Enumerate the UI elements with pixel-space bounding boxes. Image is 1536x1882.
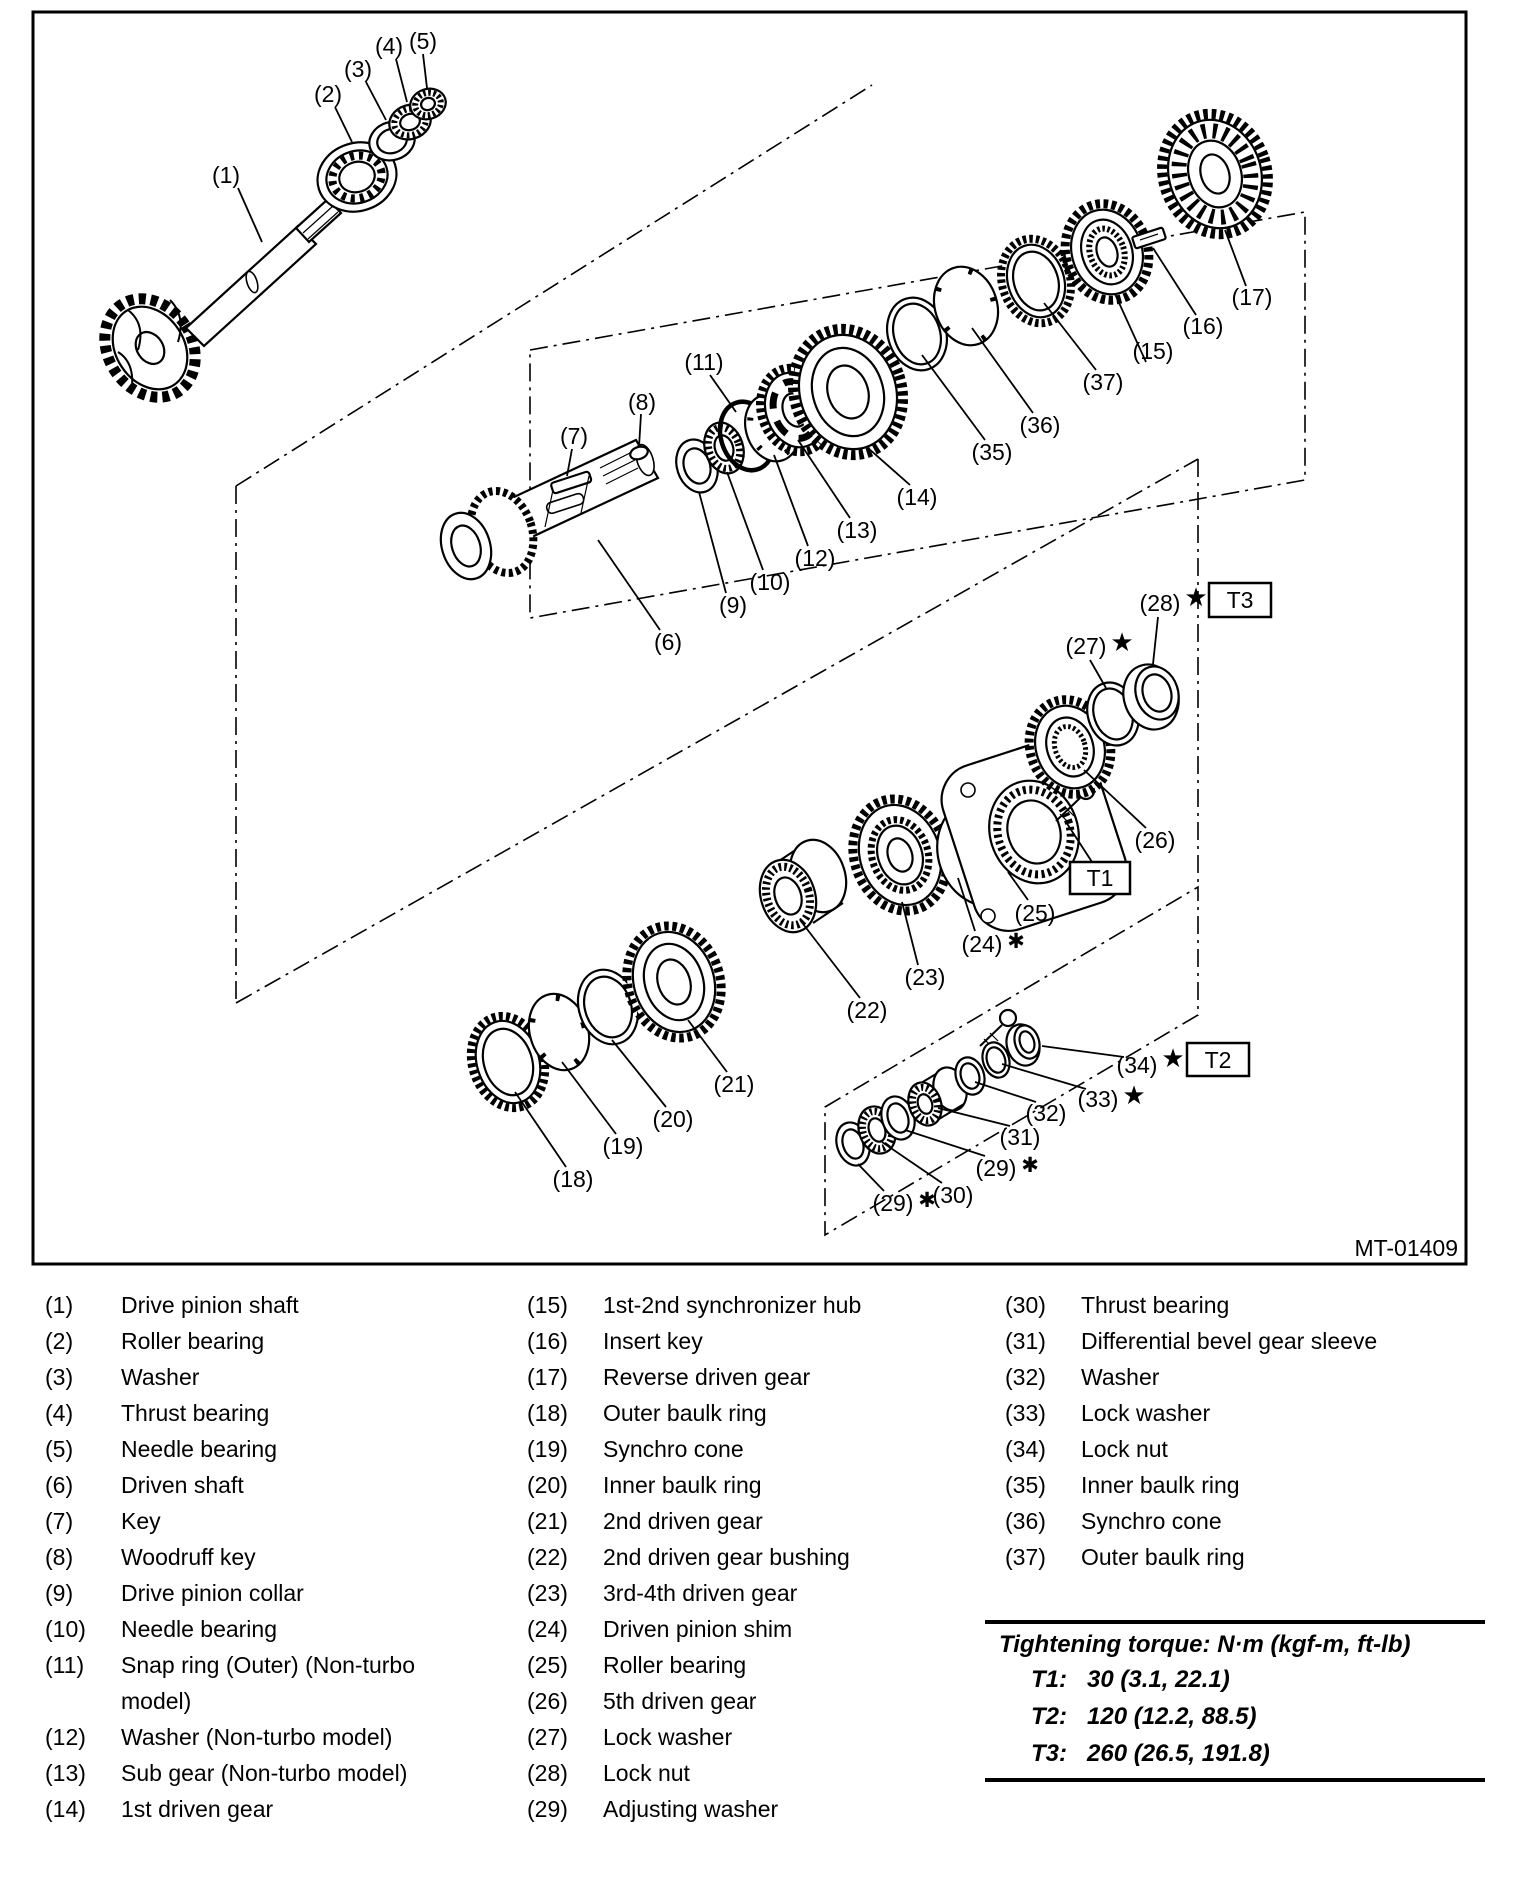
torque-value: 260 (26.5, 191.8) <box>1087 1740 1270 1767</box>
part-number: (15) <box>527 1292 568 1318</box>
callout-24: (24) <box>961 931 1003 957</box>
part-name: Lock nut <box>1081 1436 1168 1462</box>
part-row <box>1005 1323 1475 1359</box>
part-row <box>45 1791 485 1827</box>
part-number: (26) <box>527 1688 568 1714</box>
part-name: Key <box>121 1508 161 1534</box>
part-row <box>45 1575 485 1611</box>
part-row <box>45 1503 485 1539</box>
torque-id: T3: <box>1031 1740 1067 1767</box>
part-name: Insert key <box>603 1328 703 1354</box>
part-name: Lock washer <box>603 1724 733 1750</box>
callout-7: (7) <box>559 423 589 449</box>
part-name: Washer <box>121 1364 200 1390</box>
asterisk-icon: ✱ <box>1007 930 1025 953</box>
callout-25: (25) <box>1014 900 1056 926</box>
asterisk-icon: ✱ <box>918 1189 936 1212</box>
part-row <box>1005 1395 1475 1431</box>
torque-id: T1: <box>1031 1666 1067 1693</box>
callout-26: (26) <box>1134 827 1176 853</box>
part-row <box>1005 1287 1475 1323</box>
parts-list-column-1 <box>45 1287 485 1827</box>
torque-row-t1 <box>999 1661 1485 1698</box>
callout-23: (23) <box>904 964 946 990</box>
part-row <box>45 1431 485 1467</box>
part-name: Driven shaft <box>121 1472 244 1498</box>
part-name: Adjusting washer <box>603 1796 779 1822</box>
part-name: Outer baulk ring <box>1081 1544 1245 1570</box>
part-name: Reverse driven gear <box>603 1364 811 1390</box>
part-number: (33) <box>1005 1400 1046 1426</box>
torque-value: 120 (12.2, 88.5) <box>1087 1703 1257 1730</box>
callout-21: (21) <box>713 1071 755 1097</box>
callout-20: (20) <box>652 1106 694 1132</box>
part-row <box>45 1647 485 1719</box>
callout-31: (31) <box>999 1124 1041 1150</box>
part-number: (2) <box>45 1328 74 1354</box>
callout-9: (9) <box>718 592 748 618</box>
part-number: (30) <box>1005 1292 1046 1318</box>
part-name: Inner baulk ring <box>1081 1472 1240 1498</box>
callout-33: (33) <box>1077 1086 1119 1112</box>
part-number: (20) <box>527 1472 568 1498</box>
part-number: (8) <box>45 1544 74 1570</box>
callout-37: (37) <box>1082 369 1124 395</box>
part-name: Washer (Non-turbo model) <box>121 1724 393 1750</box>
part-number: (36) <box>1005 1508 1046 1534</box>
callout-36: (36) <box>1019 412 1061 438</box>
part-name: Thrust bearing <box>1081 1292 1230 1318</box>
part-number: (6) <box>45 1472 74 1498</box>
part-name: 2nd driven gear <box>603 1508 763 1534</box>
callout-11: (11) <box>684 349 724 375</box>
part-row <box>527 1755 977 1791</box>
part-row <box>527 1467 977 1503</box>
torque-value: 30 (3.1, 22.1) <box>1087 1666 1230 1693</box>
callout-28: (28) <box>1139 590 1181 616</box>
callout-29b: (29) <box>975 1155 1017 1181</box>
part-row <box>527 1539 977 1575</box>
part-number: (13) <box>45 1760 86 1786</box>
part-number: (21) <box>527 1508 568 1534</box>
part-number: (31) <box>1005 1328 1046 1354</box>
asterisk-icon: ✱ <box>1021 1154 1039 1177</box>
part-name: Inner baulk ring <box>603 1472 762 1498</box>
part-number: (19) <box>527 1436 568 1462</box>
part-row <box>45 1287 485 1323</box>
part-number: (32) <box>1005 1364 1046 1390</box>
parts-list-column-2 <box>527 1287 977 1827</box>
part-row <box>527 1575 977 1611</box>
callout-10: (10) <box>749 569 791 595</box>
part-number: (10) <box>45 1616 86 1642</box>
part-row <box>527 1359 977 1395</box>
part-number: (11) <box>45 1652 85 1678</box>
torque-table <box>985 1620 1485 1782</box>
callout-6: (6) <box>653 629 683 655</box>
part-row <box>527 1611 977 1647</box>
part-name: Lock nut <box>603 1760 690 1786</box>
part-row <box>45 1611 485 1647</box>
callout-34: (34) <box>1116 1052 1158 1078</box>
torque-row-t2 <box>999 1698 1485 1735</box>
part-row <box>527 1791 977 1827</box>
callout-19: (19) <box>602 1133 644 1159</box>
part-name: Snap ring (Outer) (Non-turbo <box>121 1652 416 1678</box>
part-row <box>45 1719 485 1755</box>
callout-4: (4) <box>374 33 404 59</box>
callout-30: (30) <box>932 1182 974 1208</box>
part-name: Drive pinion collar <box>121 1580 304 1606</box>
torque-id: T2: <box>1031 1703 1067 1730</box>
part-name: Synchro cone <box>1081 1508 1222 1534</box>
part-number: (3) <box>45 1364 74 1390</box>
part-number: (1) <box>45 1292 74 1318</box>
part-name: Lock washer <box>1081 1400 1211 1426</box>
part-name-line2: model) <box>121 1688 192 1714</box>
part-name: 3rd-4th driven gear <box>603 1580 798 1606</box>
torque-row-t3 <box>999 1735 1485 1772</box>
part-row <box>527 1431 977 1467</box>
part-row <box>1005 1431 1475 1467</box>
part-name: 1st-2nd synchronizer hub <box>603 1292 862 1318</box>
callout-29a: (29) <box>872 1190 914 1216</box>
callout-32: (32) <box>1025 1100 1067 1126</box>
part-number: (23) <box>527 1580 568 1606</box>
part-number: (34) <box>1005 1436 1046 1462</box>
part-name: Thrust bearing <box>121 1400 270 1426</box>
part-number: (37) <box>1005 1544 1046 1570</box>
callout-8: (8) <box>627 389 657 415</box>
part-row <box>45 1755 485 1791</box>
part-number: (7) <box>45 1508 74 1534</box>
part-row <box>45 1395 485 1431</box>
callout-35: (35) <box>971 439 1013 465</box>
part-row <box>45 1467 485 1503</box>
part-name: Roller bearing <box>603 1652 747 1678</box>
callout-3: (3) <box>343 56 373 82</box>
part-number: (17) <box>527 1364 568 1390</box>
part-row <box>1005 1467 1475 1503</box>
callout-12: (12) <box>794 545 836 571</box>
part-name: Driven pinion shim <box>603 1616 793 1642</box>
part-name: 5th driven gear <box>603 1688 757 1714</box>
part-row <box>527 1287 977 1323</box>
callout-14: (14) <box>896 484 938 510</box>
part-number: (28) <box>527 1760 568 1786</box>
callout-18: (18) <box>552 1166 594 1192</box>
part-number: (25) <box>527 1652 568 1678</box>
part-name: Woodruff key <box>121 1544 256 1570</box>
part-number: (18) <box>527 1400 568 1426</box>
part-row <box>1005 1359 1475 1395</box>
part-number: (9) <box>45 1580 74 1606</box>
part-row <box>1005 1539 1475 1575</box>
star-icon: ★ <box>1161 1043 1185 1073</box>
part-row <box>527 1683 977 1719</box>
part-number: (12) <box>45 1724 86 1750</box>
part-number: (35) <box>1005 1472 1046 1498</box>
part-name: Differential bevel gear sleeve <box>1081 1328 1378 1354</box>
part-name: Needle bearing <box>121 1616 278 1642</box>
part-name: Synchro cone <box>603 1436 744 1462</box>
torque-ref-t2: T2 <box>1204 1047 1232 1073</box>
part-number: (29) <box>527 1796 568 1822</box>
callout-5: (5) <box>408 28 438 54</box>
part-number: (5) <box>45 1436 74 1462</box>
part-row <box>45 1539 485 1575</box>
part-name: Sub gear (Non-turbo model) <box>121 1760 408 1786</box>
part-number: (24) <box>527 1616 568 1642</box>
part-number: (27) <box>527 1724 568 1750</box>
star-icon: ★ <box>1122 1080 1146 1110</box>
part-name: Outer baulk ring <box>603 1400 767 1426</box>
torque-ref-t3: T3 <box>1226 587 1254 613</box>
callout-13: (13) <box>836 517 878 543</box>
torque-table-title: Tightening torque: N·m (kgf-m, ft-lb) <box>999 1631 1411 1658</box>
part-name: Washer <box>1081 1364 1160 1390</box>
star-icon: ★ <box>1184 582 1208 612</box>
part-name: Drive pinion shaft <box>121 1292 299 1318</box>
callout-27: (27) <box>1065 633 1107 659</box>
parts-list-column-3 <box>1005 1287 1475 1575</box>
callout-22: (22) <box>846 997 888 1023</box>
callout-15: (15) <box>1132 338 1174 364</box>
part-row <box>527 1719 977 1755</box>
figure-code: MT-01409 <box>1354 1235 1458 1261</box>
torque-ref-t1: T1 <box>1086 865 1114 891</box>
part-number: (16) <box>527 1328 568 1354</box>
part-number: (4) <box>45 1400 74 1426</box>
part-row <box>1005 1503 1475 1539</box>
part-name: 1st driven gear <box>121 1796 274 1822</box>
part-number: (14) <box>45 1796 86 1822</box>
part-row <box>527 1503 977 1539</box>
part-row <box>45 1359 485 1395</box>
callout-17: (17) <box>1231 284 1273 310</box>
part-row <box>527 1323 977 1359</box>
part-row <box>45 1323 485 1359</box>
star-icon: ★ <box>1110 627 1134 657</box>
part-name: Roller bearing <box>121 1328 265 1354</box>
callout-1: (1) <box>211 162 241 188</box>
part-number: (22) <box>527 1544 568 1570</box>
callout-2: (2) <box>313 81 343 107</box>
callout-16: (16) <box>1182 313 1224 339</box>
part-name: Needle bearing <box>121 1436 278 1462</box>
part-name: 2nd driven gear bushing <box>603 1544 850 1570</box>
part-row <box>527 1647 977 1683</box>
part-row <box>527 1395 977 1431</box>
